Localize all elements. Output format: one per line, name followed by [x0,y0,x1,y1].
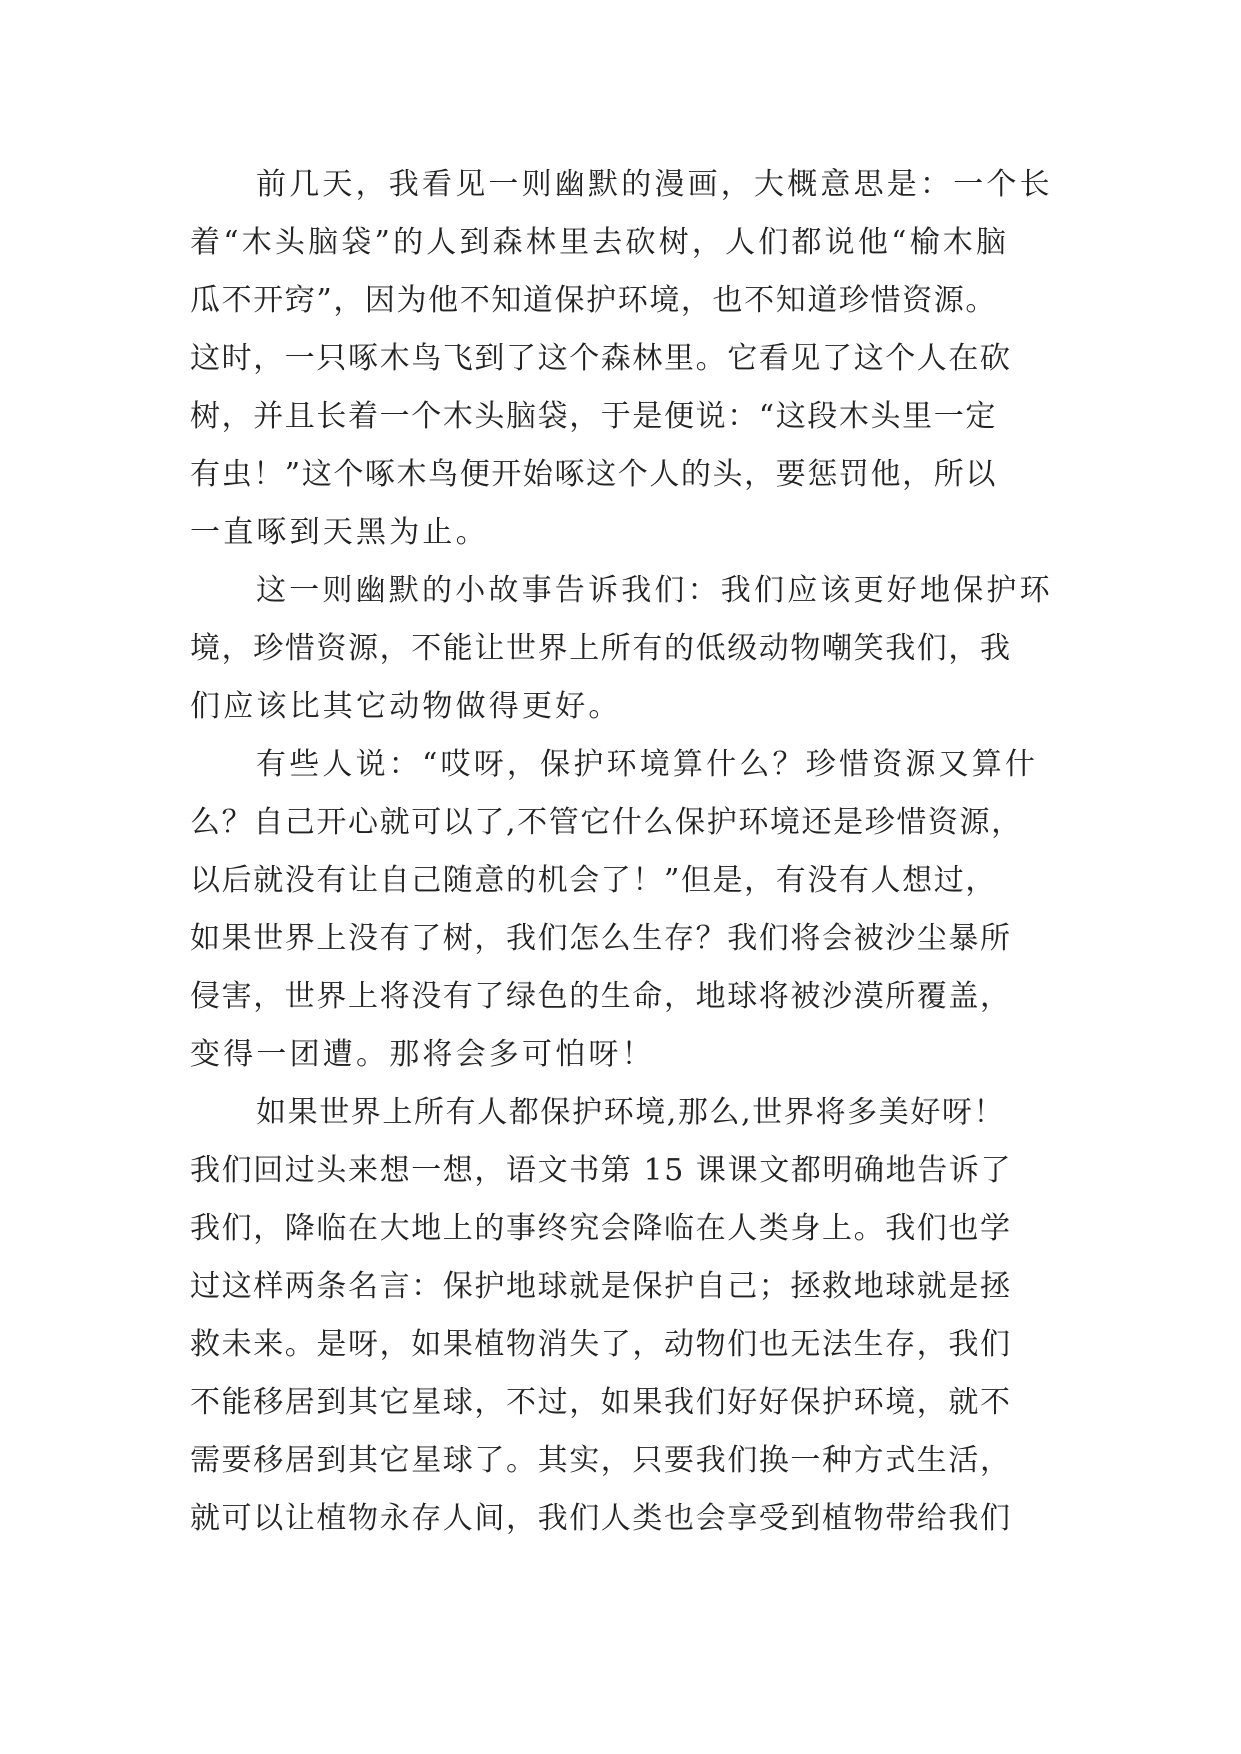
paragraph-line: 这一则幽默的小故事告诉我们：我们应该更好地保护环 [256,573,1053,608]
paragraph-line: 瓜不开窍”，因为他不知道保护环境，也不知道珍惜资源。 [190,283,997,318]
paragraph-line: 前几天，我看见一则幽默的漫画，大概意思是：一个长 [256,167,1053,202]
paragraph-line: 境，珍惜资源，不能让世界上所有的低级动物嘲笑我们，我 [190,631,1012,666]
paragraph-line: 变得一团遭。那将会多可怕呀！ [190,1037,655,1072]
document-body [190,156,1070,1548]
paragraph-line: 有些人说：“哎呀，保护环境算什么？珍惜资源又算什 [256,747,1039,782]
paragraph-line: 们应该比其它动物做得更好。 [190,689,622,724]
paragraph-line: 么？自己开心就可以了,不管它什么保护环境还是珍惜资源， [190,805,1023,840]
paragraph-line: 救未来。是呀，如果植物消失了，动物们也无法生存，我们 [190,1327,1012,1362]
paragraph-line: 着“木头脑袋”的人到森林里去砍树，人们都说他“榆木脑 [190,225,1010,260]
paragraph-line: 树，并且长着一个木头脑袋，于是便说：“这段木头里一定 [190,399,997,434]
paragraph-line: 就可以让植物永存人间，我们人类也会享受到植物带给我们 [190,1501,1012,1536]
paragraph-line: 侵害，世界上将没有了绿色的生命，地球将被沙漠所覆盖， [190,979,1012,1014]
paragraph-line: 如果世界上所有人都保护环境,那么,世界将多美好呀！ [256,1095,1006,1130]
paragraph-line: 需要移居到其它星球了。其实，只要我们换一种方式生活， [190,1443,1012,1478]
paragraph-line: 这时，一只啄木鸟飞到了这个森林里。它看见了这个人在砍 [190,341,1012,376]
paragraph-line: 以后就没有让自己随意的机会了！”但是，有没有人想过， [190,863,997,898]
paragraph-line: 如果世界上没有了树，我们怎么生存？我们将会被沙尘暴所 [190,921,1012,956]
paragraph-line: 有虫！”这个啄木鸟便开始啄这个人的头，要惩罚他，所以 [190,457,997,492]
paragraph-line: 我们，降临在大地上的事终究会降临在人类身上。我们也学 [190,1211,1012,1246]
paragraph-line: 不能移居到其它星球，不过，如果我们好好保护环境，就不 [190,1385,1012,1420]
paragraph-line: 我们回过头来想一想，语文书第 15 课课文都明确地告诉了 [190,1153,1013,1188]
paragraph-line: 过这样两条名言：保护地球就是保护自己；拯救地球就是拯 [190,1269,1012,1304]
paragraph-line: 一直啄到天黑为止。 [190,515,489,550]
